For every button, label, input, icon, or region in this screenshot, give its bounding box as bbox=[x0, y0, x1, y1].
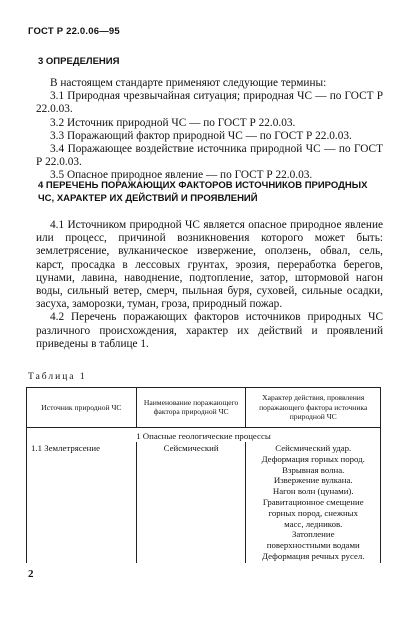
column-header-source: Источник природной ЧС bbox=[27, 388, 137, 428]
paragraph: 3.4 Поражающее воздействие источника природной ЧС — по ГОСТ Р 22.0.03. bbox=[36, 143, 383, 169]
effect-line: Сейсмический удар. bbox=[275, 443, 352, 453]
effects-cell bbox=[246, 442, 381, 563]
paragraph: 3.3 Поражающий фактор природной ЧС — по ГОСТ Р 22.0.03. bbox=[50, 129, 352, 142]
column-header-effect: Характер действия, проявления поражающего фактора источника природной ЧС bbox=[246, 388, 381, 428]
paragraph: 4.1 Источником природной ЧС является опасное природное явление или процесс, причиной возникновения которого может быть: землетрясение, вулканическое извержение, оползень, обвал, сель, карст, просадка в лессовых грунтах, эрозия, переработка берегов, цунами, лавина, наводнение, подтопление, затор, штормовой нагон воды, сильный ветер, смерч, пыльная буря, суховей, сильные осадки, засуха, заморозки, туман, гроза, природный пожар. bbox=[36, 219, 383, 311]
factor-cell: Сейсмический bbox=[136, 442, 246, 563]
effect-line: Взрывная волна. bbox=[282, 464, 345, 475]
effect-line: Деформация речных русел. bbox=[262, 550, 365, 561]
section-4-body bbox=[36, 219, 383, 351]
table-header-row bbox=[27, 388, 381, 428]
column-header-factor: Наименование поражающего фактора природной ЧС bbox=[136, 388, 246, 428]
source-cell: 1.1 Землетрясение bbox=[27, 442, 137, 563]
section-4-heading: 4 ПЕРЕЧЕНЬ ПОРАЖАЮЩИХ ФАКТОРОВ ИСТОЧНИКОВ ПРИРОДНЫХ ЧС, ХАРАКТЕР ИХ ДЕЙСТВИЙ И ПРОЯВЛЕНИЙ bbox=[38, 180, 368, 204]
effect-line: Гравитационное смещение bbox=[262, 496, 364, 507]
group-title: 1 Опасные геологические процессы bbox=[27, 427, 381, 442]
paragraph: В настоящем стандарте применяют следующие термины: bbox=[50, 77, 327, 89]
effect-line: масс, ледников. bbox=[284, 518, 343, 529]
effect-line: Извержение вулкана. bbox=[273, 475, 353, 486]
section-3-body bbox=[36, 77, 383, 183]
effect-line: поверхностными водами bbox=[266, 540, 360, 551]
effect-line: Деформация горных пород. bbox=[261, 453, 365, 464]
table-group-row bbox=[27, 427, 381, 442]
effect-line: Затопление bbox=[291, 529, 335, 540]
effect-line: горных пород, снежных bbox=[268, 507, 358, 518]
paragraph: 4.2 Перечень поражающих факторов источников природных ЧС различного происхождения, характер их действий и проявлений приведены в таблице 1. bbox=[36, 311, 383, 350]
paragraph: 3.1 Природная чрезвычайная ситуация; природная ЧС — по ГОСТ Р 22.0.03. bbox=[36, 90, 383, 116]
page-number: 2 bbox=[28, 568, 34, 580]
effect-line: Нагон волн (цунами). bbox=[272, 486, 354, 497]
hazard-factors-table bbox=[26, 387, 381, 563]
section-3-heading: 3 ОПРЕДЕЛЕНИЯ bbox=[38, 56, 120, 67]
document-code: ГОСТ Р 22.0.06—95 bbox=[28, 26, 120, 37]
table-caption: Таблица 1 bbox=[28, 372, 87, 382]
paragraph: 3.5 Опасное природное явление — по ГОСТ Р 22.0.03. bbox=[50, 169, 313, 182]
table-row bbox=[27, 442, 381, 563]
paragraph: 3.2 Источник природной ЧС — по ГОСТ Р 22.0.03. bbox=[50, 116, 296, 129]
